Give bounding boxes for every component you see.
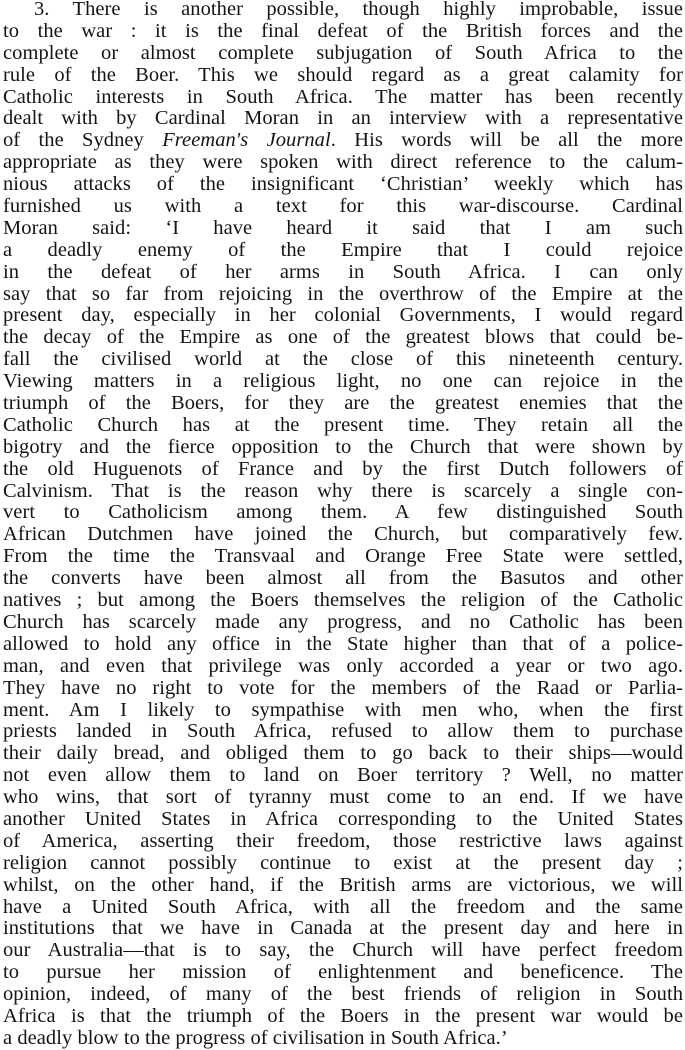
text-line: 3. There is another possible, though highly improbable, issue	[34, 0, 683, 20]
text-line: the converts have been almost all from the Basutos and other	[3, 567, 683, 590]
text-line: furnished us with a text for this war-discourse. Cardinal	[3, 195, 683, 218]
text-line: From the time the Transvaal and Orange Free State were settled,	[3, 545, 683, 568]
text-line: vert to Catholicism among them. A few distinguished South	[3, 501, 683, 524]
text-line: their daily bread, and obliged them to go back to their ships—would	[3, 742, 683, 765]
paragraph-boer-war-issue	[3, 0, 683, 1050]
text-line: Catholic interests in South Africa. The matter has been recently	[3, 85, 683, 108]
text-line: to the war : it is the final defeat of the British forces and the	[3, 19, 683, 42]
text-line: of America, asserting their freedom, those restrictive laws against	[3, 829, 683, 852]
text-line: present day, especially in her colonial Governments, I would regard	[3, 304, 683, 327]
text-line: dealt with by Cardinal Moran in an interview with a representative	[3, 107, 683, 130]
text-line: who wins, that sort of tyranny must come to an end. If we have	[3, 786, 683, 809]
text-line: the decay of the Empire as one of the greatest blows that could be-	[3, 326, 683, 349]
text-line: religion cannot possibly continue to exist at the present day ;	[3, 851, 683, 874]
text-line: rule of the Boer. This we should regard as a great calamity for	[3, 63, 683, 86]
text-line: opinion, indeed, of many of the best friends of religion in South	[3, 983, 683, 1006]
text-line: institutions that we have in Canada at the present day and here in	[3, 917, 683, 940]
text-line: to pursue her mission of enlightenment and beneficence. The	[3, 961, 683, 984]
text-line: appropriate as they were spoken with direct reference to the calum-	[3, 151, 683, 174]
text-line: natives ; but among the Boers themselves the religion of the Catholic	[3, 589, 683, 612]
text-line: bigotry and the fierce opposition to the Church that were shown by	[3, 435, 683, 458]
text-line: Catholic Church has at the present time. They retain all the	[3, 413, 683, 436]
text-line: Church has scarcely made any progress, and no Catholic has been	[3, 610, 683, 633]
text-line: priests landed in South Africa, refused to allow them to purchase	[3, 720, 683, 743]
text-line: Africa is that the triumph of the Boers in the present war would be	[3, 1004, 683, 1027]
text-line: ment. Am I likely to sympathise with men who, when the first	[3, 698, 683, 721]
text-line: not even allow them to land on Boer territory ? Well, no matter	[3, 764, 683, 787]
text-line: Moran said: ‘I have heard it said that I am such	[3, 216, 683, 239]
text-line: African Dutchmen have joined the Church, but comparatively few.	[3, 523, 683, 546]
text-line: allowed to hold any office in the State higher than that of a police-	[3, 632, 683, 655]
text-line-with-italic-title: of the Sydney Freeman's Journal. His words will be all the more	[3, 129, 683, 152]
text-line: say that so far from rejoicing in the overthrow of the Empire at the	[3, 282, 683, 305]
text-line: another United States in Africa corresponding to the United States	[3, 807, 683, 830]
text-line: fall the civilised world at the close of this nineteenth century.	[3, 348, 683, 371]
text-line: man, and even that privilege was only accorded a year or two ago.	[3, 654, 683, 677]
text-line: whilst, on the other hand, if the British arms are victorious, we will	[3, 873, 683, 896]
text-line: complete or almost complete subjugation of South Africa to the	[3, 41, 683, 64]
text-line: a deadly enemy of the Empire that I could rejoice	[3, 238, 683, 261]
text-line: the old Huguenots of France and by the first Dutch followers of	[3, 457, 683, 480]
text-line: They have no right to vote for the members of the Raad or Parlia-	[3, 676, 683, 699]
text-line: Calvinism. That is the reason why there is scarcely a single con-	[3, 479, 683, 502]
text-line: in the defeat of her arms in South Africa. I can only	[3, 260, 683, 283]
text-line: our Australia—that is to say, the Church will have perfect freedom	[3, 939, 683, 962]
text-line-final: a deadly blow to the progress of civilisation in South Africa.’	[3, 1026, 508, 1049]
journal-title: Freeman's Journal	[162, 129, 331, 152]
text-line: Viewing matters in a religious light, no one can rejoice in the	[3, 370, 683, 393]
text-line: have a United South Africa, with all the freedom and the same	[3, 895, 683, 918]
text-line: triumph of the Boers, for they are the greatest enemies that the	[3, 392, 683, 415]
text-line: nious attacks of the insignificant ‘Christian’ weekly which has	[3, 173, 683, 196]
